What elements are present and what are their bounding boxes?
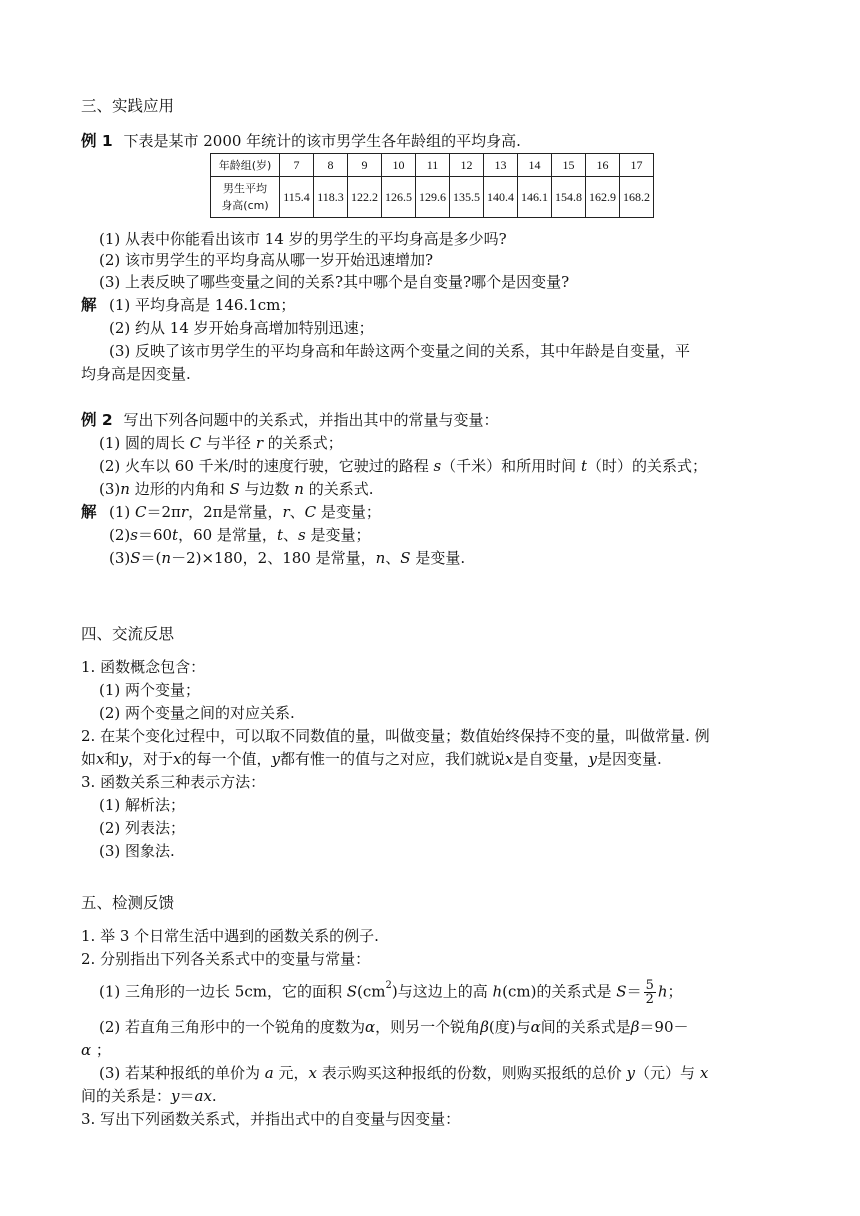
text: 间的关系式是 [540,1018,631,1036]
text: (2) 若直角三角形中的一个锐角的度数为 [99,1018,366,1036]
table-cell: 11 [416,154,450,177]
math-var: n [375,549,386,567]
reflection-item-2-cont [81,749,662,769]
feedback-item-1: 1. 举 3 个日常生活中遇到的函数关系的例子. [81,927,379,945]
example-2-statement [81,410,498,430]
reflection-item-1a: (1) 两个变量； [99,681,201,699]
math-var: C [135,503,147,521]
text: (2) [109,526,131,544]
example-2-solution-label: 解 [81,503,97,521]
feedback-item-2-part-3 [99,1063,708,1083]
table-cell: 13 [484,154,518,177]
math-var: S [616,982,627,1001]
text: 是变量； [305,526,371,544]
text: 元， [273,1064,309,1082]
text: 与边数 [239,480,295,498]
text: 、 [385,549,401,567]
math-var: r [282,503,290,521]
math-var: y [171,1087,180,1105]
text: 表示购买这种报纸的份数，则购买报纸的总价 [317,1064,627,1082]
math-var: y [119,750,128,768]
section-3-title: 三、实践应用 [81,97,175,115]
reflection-item-3b: (2) 列表法； [99,819,186,837]
table-cell: 135.5 [450,177,484,218]
text: ，60 是常量， [178,526,277,544]
text: 边形的内角和 [129,480,230,498]
feedback-item-2-part-2 [99,1017,689,1037]
table-cell: 129.6 [416,177,450,218]
table-cell: 15 [552,154,586,177]
math-var: h [492,982,503,1001]
text: (3) [109,549,131,567]
table-cell: 115.4 [280,177,314,218]
example-2-question-3 [99,479,374,499]
example-2-label: 例 2 [81,411,113,429]
section-4-title: 四、交流反思 [81,625,175,643]
text: 是变量. [410,549,466,567]
math-var: a [264,1064,274,1082]
math-var: β [480,1018,489,1036]
text: ，则另一个锐角 [375,1018,481,1036]
fraction-numerator: 5 [645,978,654,993]
math-var: t [580,457,587,475]
math-var: t [172,526,179,544]
section-5-title: 五、检测反馈 [81,894,175,912]
text: 的每一个值， [181,750,272,768]
math-var: α [530,1018,541,1036]
reflection-item-3: 3. 函数关系三种表示方法： [81,773,266,791]
table-cell: 126.5 [382,177,416,218]
table-cell: 162.9 [586,177,620,218]
text: ＝90－ [639,1018,689,1036]
row-label-line: 男生平均 [223,182,267,195]
text: （元）与 [635,1064,700,1082]
math-var: C [304,503,317,521]
feedback-item-2-part-3-cont [81,1086,217,1106]
table-row [211,177,654,218]
example-2-question-1 [99,433,343,453]
table-cell: 9 [348,154,382,177]
table-cell: 118.3 [314,177,348,218]
math-var: S [130,549,141,567]
math-var: ax [194,1087,212,1105]
fraction-denominator: 2 [645,992,654,1007]
example-1-statement [81,131,521,151]
feedback-item-3: 3. 写出下列函数关系式，并指出式中的自变量与因变量： [81,1110,461,1128]
feedback-item-2: 2. 分别指出下列各关系式中的变量与常量： [81,950,371,968]
text: ； [667,982,683,1001]
row-label-line: 身高(cm) [221,199,269,212]
math-var: s [433,457,442,475]
table-row [211,154,654,177]
height-table [210,153,654,218]
example-1-solution-label: 解 [81,296,97,314]
text: 是自变量， [513,750,589,768]
example-2-answer-1 [109,502,381,522]
math-var: s [297,526,306,544]
math-var: y [626,1064,636,1082]
reflection-item-3c: (3) 图象法. [99,842,175,860]
math-var: r [255,434,263,452]
text: (cm [357,982,386,1001]
math-var: β [630,1018,640,1036]
reflection-item-1b: (2) 两个变量之间的对应关系. [99,704,295,722]
text: ＝60 [137,526,173,544]
text: ＝( [140,549,162,567]
table-cell: 14 [518,154,552,177]
table-cell: 7 [280,154,314,177]
example-1-answer-3: (3) 反映了该市男学生的平均身高和年龄这两个变量之间的关系，其中年龄是自变量，平 [109,342,691,360]
reflection-item-1: 1. 函数概念包含： [81,658,206,676]
math-var: s [130,526,138,544]
example-1-label: 例 1 [81,132,113,150]
math-var: S [400,549,411,567]
math-var: r [180,503,189,521]
table-cell: 16 [586,154,620,177]
table-cell: 168.2 [620,177,654,218]
example-2-text: 写出下列各问题中的关系式，并指出其中的常量与变量： [123,411,499,429]
math-var: x [96,750,105,768]
text: 和 [104,750,120,768]
math-var: x [504,750,514,768]
table-cell: 140.4 [484,177,518,218]
example-1-question-1: (1) 从表中你能看出该市 14 岁的男学生的平均身高是多少吗? [99,230,507,248]
example-1-question-3: (3) 上表反映了哪些变量之间的关系?其中哪个是自变量?哪个是因变量? [99,273,570,291]
text: ，2π是常量， [188,503,283,521]
example-1-answer-2: (2) 约从 14 岁开始身高增加特别迅速； [109,319,374,337]
math-var: y [588,750,597,768]
math-var: α [81,1041,92,1059]
table-cell: 154.8 [552,177,586,218]
math-var: y [271,750,280,768]
math-var: α [365,1018,376,1036]
math-var: S [346,982,358,1001]
text: (1) 圆的周长 [99,434,190,452]
example-2-question-2 [99,456,707,476]
text: (3) 若某种报纸的单价为 [99,1064,265,1082]
text: （千米）和所用时间 [441,457,581,475]
text: ＝ [626,982,642,1001]
math-var: t [276,526,283,544]
text: 都有惟一的值与之对应，我们就说 [279,750,505,768]
text: (1) 三角形的一边长 5cm，它的面积 [99,982,347,1001]
fraction [644,979,656,1006]
table-header-cell [211,177,280,218]
text: 间的关系是： [81,1087,172,1105]
math-var: x [173,750,182,768]
table-header-cell: 年龄组(岁) [211,154,280,177]
feedback-item-2-part-2-cont [81,1040,111,1060]
text: －2)×180，2、180 是常量， [171,549,376,567]
example-1-text: 下表是某市 2000 年统计的该市男学生各年龄组的平均身高. [123,132,521,150]
text: (1) [109,503,136,521]
text: 、 [282,526,298,544]
math-var: n [161,549,172,567]
example-2-answer-3 [109,548,465,568]
superscript: 2 [385,980,392,991]
text: . [211,1087,217,1105]
text: (cm)的关系式是 [502,982,617,1001]
math-var: x [308,1064,317,1082]
table-cell: 146.1 [518,177,552,218]
reflection-item-2: 2. 在某个变化过程中，可以取不同数值的量，叫做变量；数值始终保持不变的量，叫做常量. 例 [81,727,710,745]
example-2-answer-2 [109,525,370,545]
text: 的关系式； [263,434,343,452]
math-var: S [229,480,240,498]
table-cell: 122.2 [348,177,382,218]
text: 与半径 [201,434,256,452]
example-1-question-2: (2) 该市男学生的平均身高从哪一岁开始迅速增加? [99,251,434,269]
text: )与这边上的高 [391,982,493,1001]
math-var: n [120,480,130,498]
table-cell: 12 [450,154,484,177]
text: (3) [99,480,121,498]
table-cell: 10 [382,154,416,177]
text: 如 [81,750,97,768]
text: ＝2π [146,503,181,521]
example-1-answer-1: (1) 平均身高是 146.1cm； [109,296,296,314]
text: 、 [289,503,305,521]
math-var: n [294,480,304,498]
table-cell: 8 [314,154,348,177]
text: 是变量； [316,503,381,521]
table-cell: 17 [620,154,654,177]
math-var: h [657,982,668,1001]
text: （时）的关系式； [586,457,707,475]
reflection-item-3a: (1) 解析法； [99,796,186,814]
text: ，对于 [127,750,173,768]
feedback-item-2-part-1 [99,979,683,1006]
text: 是因变量. [596,750,662,768]
math-var: x [699,1064,709,1082]
text: (度)与 [488,1018,531,1036]
text: ＝ [179,1087,195,1105]
text: 的关系式. [303,480,374,498]
text: ； [91,1041,111,1059]
example-1-answer-3-cont: 均身高是因变量. [81,365,191,383]
math-var: C [189,434,202,452]
text: (2) 火车以 60 千米/时的速度行驶，它驶过的路程 [99,457,434,475]
